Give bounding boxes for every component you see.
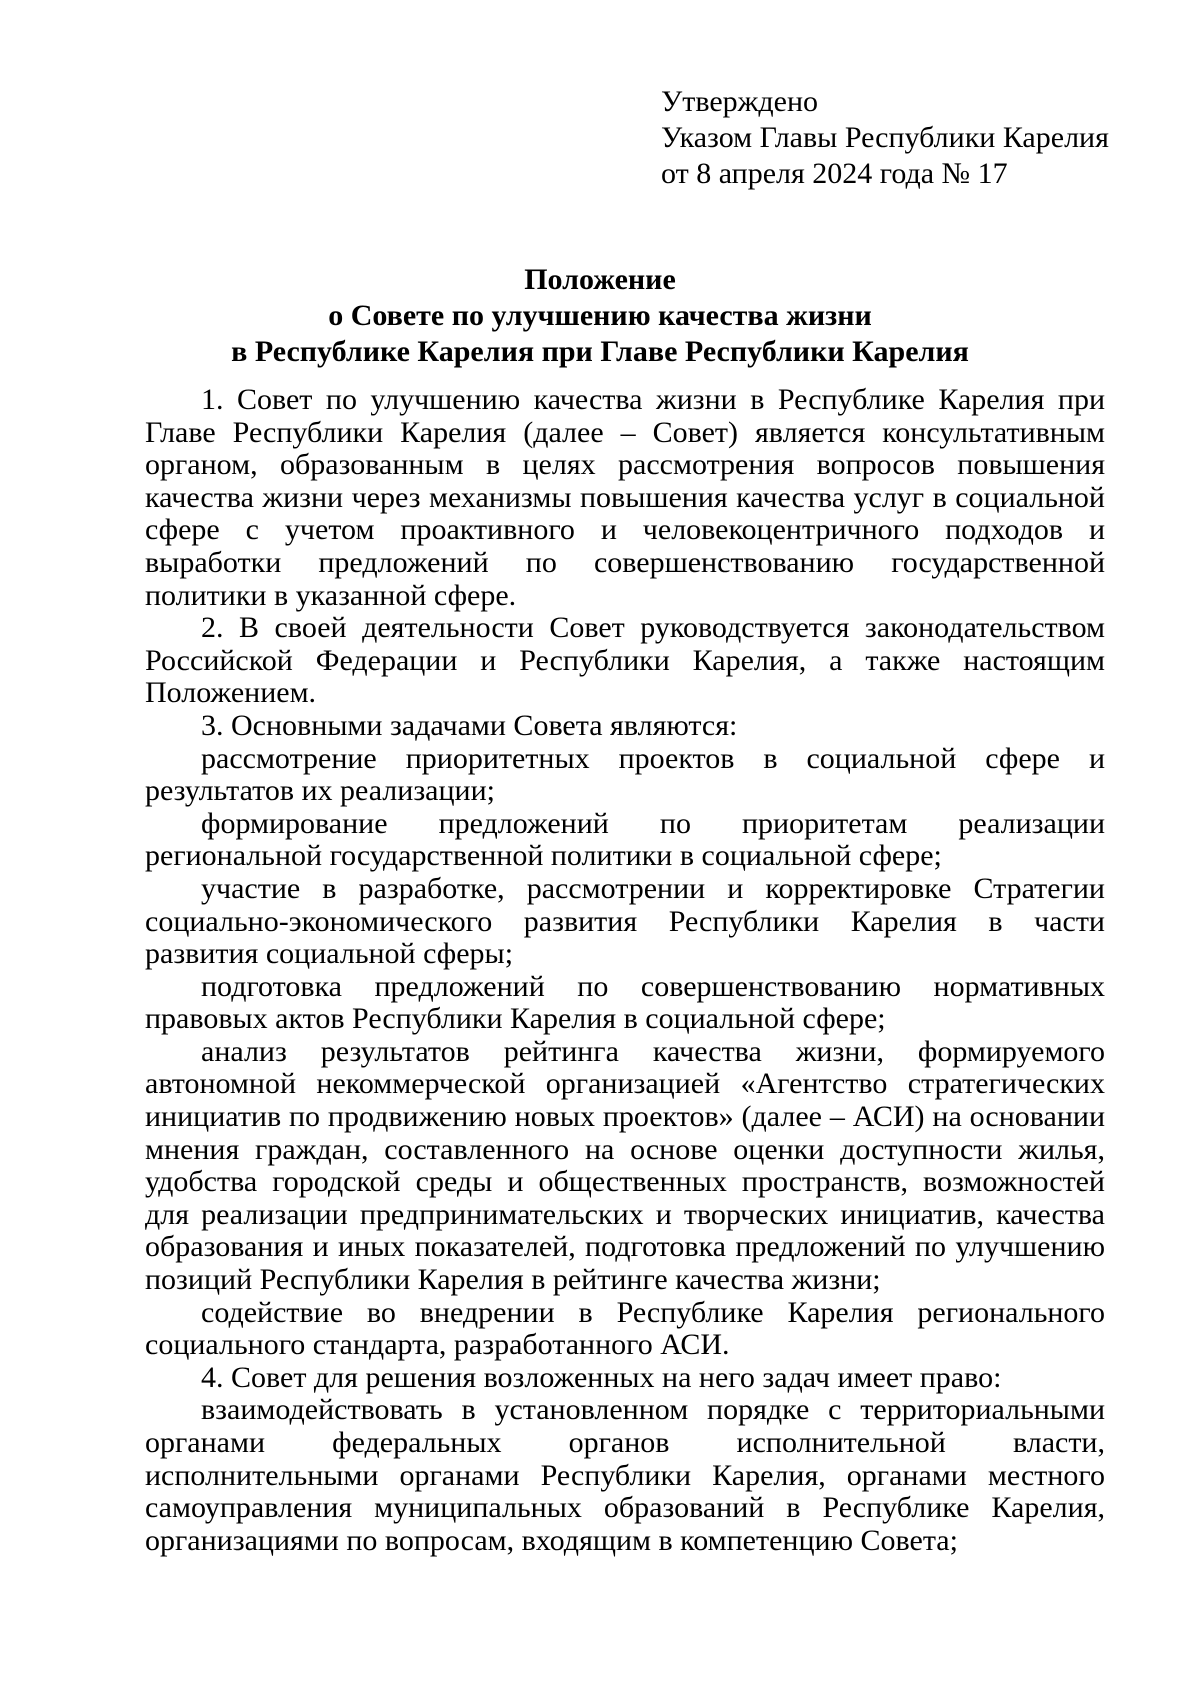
approval-decree-line: Указом Главы Республики Карелия [661, 121, 1109, 154]
document-body [145, 384, 1105, 1557]
paragraph-3: 3. Основными задачами Совета являются: [201, 708, 738, 742]
title-line-2: о Совете по улучшению качества жизни [328, 299, 872, 332]
task-item: участие в разработке, рассмотрении и корректировке Стратегии социально-экономического развития Республики Карелия в части развития социальной сферы; [145, 871, 1105, 971]
approval-line: Утверждено [661, 85, 819, 118]
task-item: подготовка предложений по совершенствованию нормативных правовых актов Республики Карелия в социальной сфере; [145, 969, 1105, 1036]
title-line-1: Положение [524, 263, 676, 296]
task-item: формирование предложений по приоритетам реализации региональной государственной политики в социальной сфере; [145, 806, 1105, 873]
approval-block [661, 84, 1109, 192]
right-item: взаимодействовать в установленном порядке с территориальными органами федеральных органов исполнительной власти, исполнительными органами Республики Карелия, органами местного самоуправления муниципальных образований в Республике Карелия, организациями по вопросам, входящим в компетенцию Совета; [145, 1393, 1105, 1557]
task-item: анализ результатов рейтинга качества жизни, формируемого автономной некоммерческой организацией «Агентство стратегических инициатив по продвижению новых проектов» (далее – АСИ) на основании мнения граждан, составленного на основе оценки доступности жилья, удобства городской среды и общественных пространств, возможностей для реализации предпринимательских и творческих инициатив, качества образования и иных показателей, подготовка предложений по улучшению позиций Республики Карелия в рейтинге качества жизни; [145, 1034, 1105, 1297]
paragraph-2: 2. В своей деятельности Совет руководствуется законодательством Российской Федерации и Республики Карелия, а также настоящим Положением. [145, 611, 1105, 710]
paragraph-1: 1. Совет по улучшению качества жизни в Республике Карелия при Главе Республики Карелия (далее – Совет) является консультативным органом, образованным в целях рассмотрения вопросов повышения качества жизни через механизмы повышения качества услуг в социальной сфере с учетом проактивного и человекоцентричного подходов и выработки предложений по совершенствованию государственной политики в указанной сфере. [145, 383, 1105, 612]
paragraph-4: 4. Совет для решения возложенных на него задач имеет право: [201, 1360, 1002, 1394]
title-line-3: в Республике Карелия при Главе Республики Карелия [231, 335, 969, 368]
document-title [0, 262, 1200, 370]
task-item: рассмотрение приоритетных проектов в социальной сфере и результатов их реализации; [145, 741, 1105, 808]
task-item: содействие во внедрении в Республике Карелия регионального социального стандарта, разработанного АСИ. [145, 1295, 1105, 1362]
approval-date-line: от 8 апреля 2024 года № 17 [661, 157, 1008, 190]
